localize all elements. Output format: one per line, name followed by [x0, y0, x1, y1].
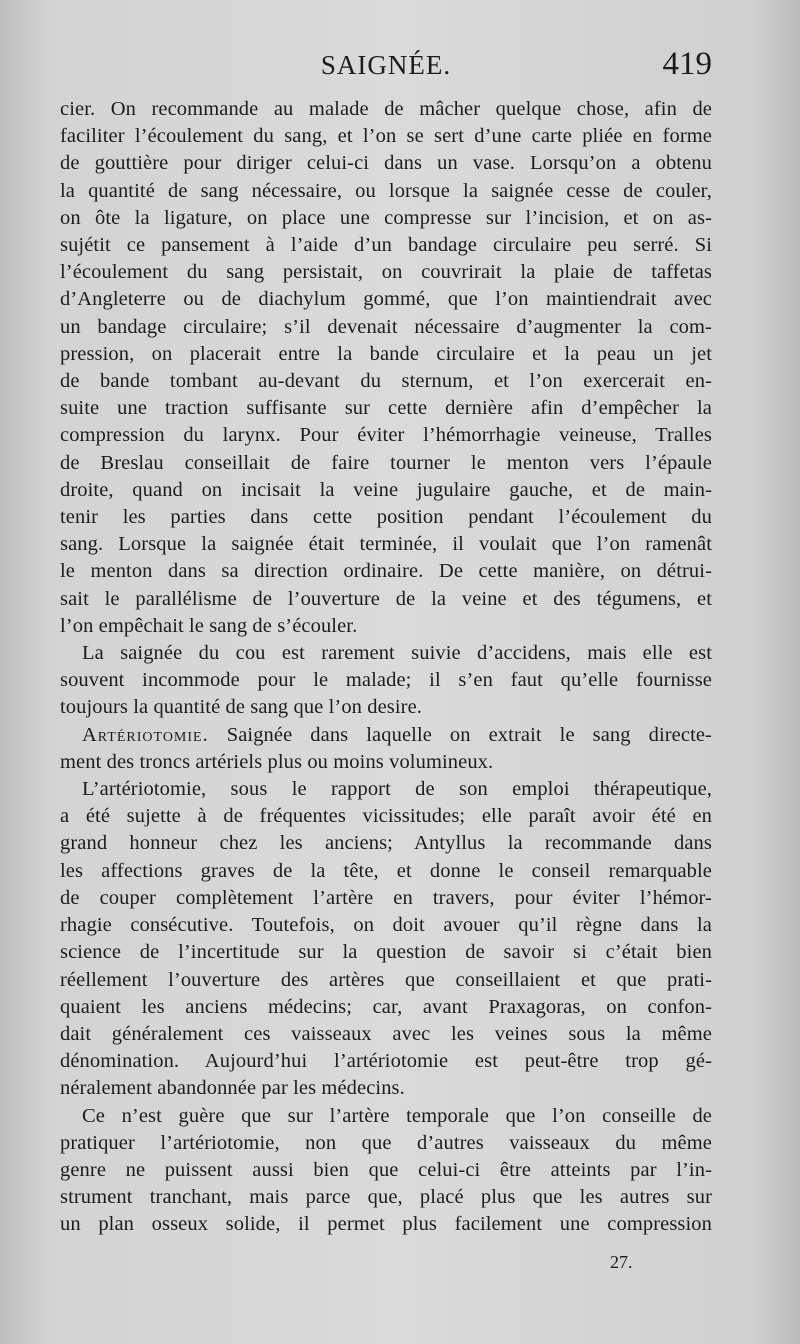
text-line: sujétit ce pansement à l’aide d’un bandage circulaire peu serré. Si	[60, 234, 712, 257]
text-line: le menton dans sa direction ordinaire. De cette manière, on détrui-	[60, 560, 712, 583]
text-line: d’Angleterre ou de diachylum gommé, que l’on maintiendrait avec	[60, 288, 712, 311]
text-line: sait le parallélisme de l’ouverture de la veine et des tégumens, et	[60, 587, 712, 610]
text-line: tenir les parties dans cette position pendant l’écoulement du	[60, 506, 712, 529]
page-footer	[60, 1252, 712, 1282]
text-line: compression du larynx. Pour éviter l’hémorrhagie veineuse, Tralles	[60, 424, 712, 447]
text-line: Ce n’est guère que sur l’artère temporale que l’on conseille de	[82, 1104, 712, 1127]
text-line: ment des troncs artériels plus ou moins volumineux.	[60, 750, 494, 773]
text-line: de gouttière pour diriger celui-ci dans un vase. Lorsqu’on a obtenu	[60, 152, 712, 175]
text-line: strument tranchant, mais parce que, placé plus que les autres sur	[60, 1186, 712, 1209]
text-line: pratiquer l’artériotomie, non que d’autres vaisseaux du même	[60, 1131, 712, 1154]
text-line: La saignée du cou est rarement suivie d’accidens, mais elle est	[82, 642, 712, 665]
text-line: l’écoulement du sang persistait, on couvrirait la plaie de taffetas	[60, 261, 712, 284]
text-line: genre ne puissent aussi bien que celui-ci être atteints par l’in-	[60, 1158, 712, 1181]
text-line: cier. On recommande au malade de mâcher quelque chose, afin de	[60, 98, 712, 120]
page-header	[60, 46, 712, 90]
text-line	[60, 722, 712, 749]
text-line: souvent incommode pour le malade; il s’en faut qu’elle fournisse	[60, 669, 712, 692]
text-line: rhagie consécutive. Toutefois, on doit avouer qu’il règne dans la	[60, 914, 712, 937]
entry-text: Saignée dans laquelle on extrait le sang directe-	[208, 723, 712, 746]
text-line: un bandage circulaire; s’il devenait nécessaire d’augmenter la com-	[60, 315, 712, 338]
running-head: SAIGNÉE.	[320, 50, 452, 80]
text-line: de Breslau conseillait de faire tourner le menton vers l’épaule	[60, 451, 712, 474]
text-line: de couper complètement l’artère en travers, pour éviter l’hémor-	[60, 886, 712, 909]
text-line: un plan osseux solide, il permet plus facilement une compression	[60, 1213, 712, 1236]
text-line: suite une traction suffisante sur cette dernière afin d’empêcher la	[60, 397, 712, 420]
text-line: quaient les anciens médecins; car, avant Praxagoras, on confon-	[60, 995, 712, 1018]
text-line: la quantité de sang nécessaire, ou lorsque la saignée cesse de couler,	[60, 179, 712, 202]
text-line: L’artériotomie, sous le rapport de son emploi thérapeutique,	[82, 778, 712, 801]
body-text	[60, 96, 712, 1239]
text-line: l’on empêchait le sang de s’écouler.	[60, 614, 358, 637]
text-line: pression, on placerait entre la bande circulaire et la peau un jet	[60, 342, 712, 365]
page-number: 419	[662, 46, 712, 82]
text-line: droite, quand on incisait la veine jugulaire gauche, et de main-	[60, 478, 712, 501]
text-line: sang. Lorsque la saignée était terminée, il voulait que l’on ramenât	[60, 533, 712, 556]
text-line: science de l’incertitude sur la question de savoir si c’était bien	[60, 941, 712, 964]
signature-mark: 27.	[610, 1252, 633, 1272]
text-line: réellement l’ouverture des artères que conseillaient et que prati-	[60, 968, 712, 991]
text-line: a été sujette à de fréquentes vicissitudes; elle paraît avoir été en	[60, 805, 712, 828]
text-line: néralement abandonnée par les médecins.	[60, 1077, 405, 1100]
text-line: grand honneur chez les anciens; Antyllus la recommande dans	[60, 832, 712, 855]
text-line: les affections graves de la tête, et donne le conseil remarquable	[60, 859, 712, 882]
text-line: dénomination. Aujourd’hui l’artériotomie est peut-être trop gé-	[60, 1050, 712, 1073]
text-line: de bande tombant au-devant du sternum, et l’on exercerait en-	[60, 370, 712, 393]
text-line: on ôte la ligature, on place une compresse sur l’incision, et on as-	[60, 206, 712, 229]
text-line: toujours la quantité de sang que l’on desire.	[60, 696, 423, 719]
entry-heading: Artériotomie.	[82, 723, 209, 746]
text-line: faciliter l’écoulement du sang, et l’on se sert d’une carte pliée en forme	[60, 125, 712, 148]
text-line: dait généralement ces vaisseaux avec les veines sous la même	[60, 1022, 712, 1045]
